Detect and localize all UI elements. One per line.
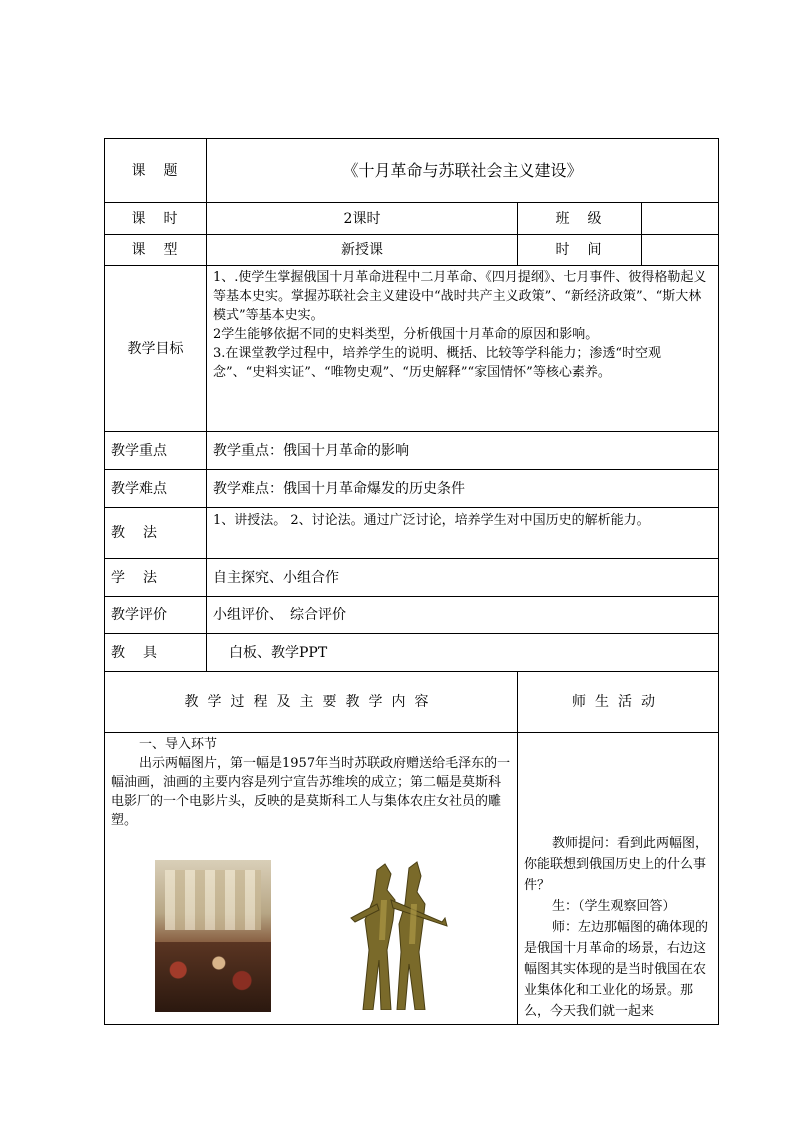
teacher-question: 教师提问：看到此两幅图，你能联想到俄国历史上的什么事件？	[524, 836, 709, 893]
goal-item-3: 3.在课堂教学过程中，培养学生的说明、概括、比较等学科能力；渗透“时空观念”、“史料实证”、“唯物史观”、“历史解释”“家国情怀”等核心素养。	[213, 346, 662, 380]
goals-content	[207, 266, 719, 432]
class-label: 班 级	[518, 203, 642, 235]
class-value	[642, 203, 719, 235]
goal-item-1: 1、.使学生掌握俄国十月革命进程中二月革命、《四月提纲》、七月事件、彼得格勒起义等基本史实。掌握苏联社会主义建设中“战时共产主义政策”、“新经济政策”、“斯大林模式”等基本史实。	[213, 270, 707, 323]
lesson-plan-table	[104, 138, 719, 1025]
teacher-explanation: 师：左边那幅图的确体现的是俄国十月革命的场景，右边这幅图其实体现的是当时俄国在农业集体化和工业化的场景。那么，今天我们就一起来	[524, 920, 709, 1019]
focus-label: 教学重点	[105, 432, 207, 470]
difficulty-row	[105, 470, 719, 508]
type-label: 课 型	[105, 235, 207, 266]
difficulty-value: 教学难点：俄国十月革命爆发的历史条件	[207, 470, 719, 508]
intro-paragraph: 出示两幅图片，第一幅是1957年当时苏联政府赠送给毛泽东的一幅油画，油画的主要内容是列宁宣告苏维埃的成立；第二幅是莫斯科电影厂的一个电影片头，反映的是莫斯科工人与集体农庄女社员的雕塑。	[111, 756, 511, 828]
type-value: 新授课	[207, 235, 518, 266]
tools-value: 白板、教学PPT	[207, 634, 719, 672]
process-header-left: 教学过程及主要教学内容	[105, 672, 518, 733]
intro-images	[111, 860, 511, 1020]
goal-item-2: 2学生能够依据不同的史料类型，分析俄国十月革命的原因和影响。	[213, 327, 599, 342]
section-title: 一、导入环节	[139, 737, 218, 752]
time-value	[642, 235, 719, 266]
topic-value: 《十月革命与苏联社会主义建设》	[207, 139, 719, 203]
hours-value: 2课时	[207, 203, 518, 235]
lenin-painting-image	[155, 860, 271, 1012]
tools-label: 教 具	[105, 634, 207, 672]
tools-row	[105, 634, 719, 672]
topic-row	[105, 139, 719, 203]
activity-content	[518, 733, 719, 1025]
topic-label: 课 题	[105, 139, 207, 203]
goals-row	[105, 266, 719, 432]
hours-label: 课 时	[105, 203, 207, 235]
evaluation-label: 教学评价	[105, 597, 207, 634]
student-response: 生：（学生观察回答）	[552, 899, 676, 914]
time-label: 时 间	[518, 235, 642, 266]
difficulty-label: 教学难点	[105, 470, 207, 508]
process-header-row	[105, 672, 719, 733]
focus-value: 教学重点：俄国十月革命的影响	[207, 432, 719, 470]
process-header-right: 师生活动	[518, 672, 719, 733]
learning-value: 自主探究、小组合作	[207, 559, 719, 597]
learning-row	[105, 559, 719, 597]
method-value: 1、讲授法。 2、讨论法。通过广泛讨论，培养学生对中国历史的解析能力。	[207, 508, 719, 559]
type-row	[105, 235, 719, 266]
process-content	[105, 733, 518, 1025]
evaluation-value: 小组评价、 综合评价	[207, 597, 719, 634]
method-label: 教 法	[105, 508, 207, 559]
focus-row	[105, 432, 719, 470]
evaluation-row	[105, 597, 719, 634]
method-row	[105, 508, 719, 559]
worker-kolkhoz-statue-image	[347, 860, 457, 1010]
hours-row	[105, 203, 719, 235]
process-body-row	[105, 733, 719, 1025]
goals-label: 教学目标	[105, 266, 207, 432]
learning-label: 学 法	[105, 559, 207, 597]
